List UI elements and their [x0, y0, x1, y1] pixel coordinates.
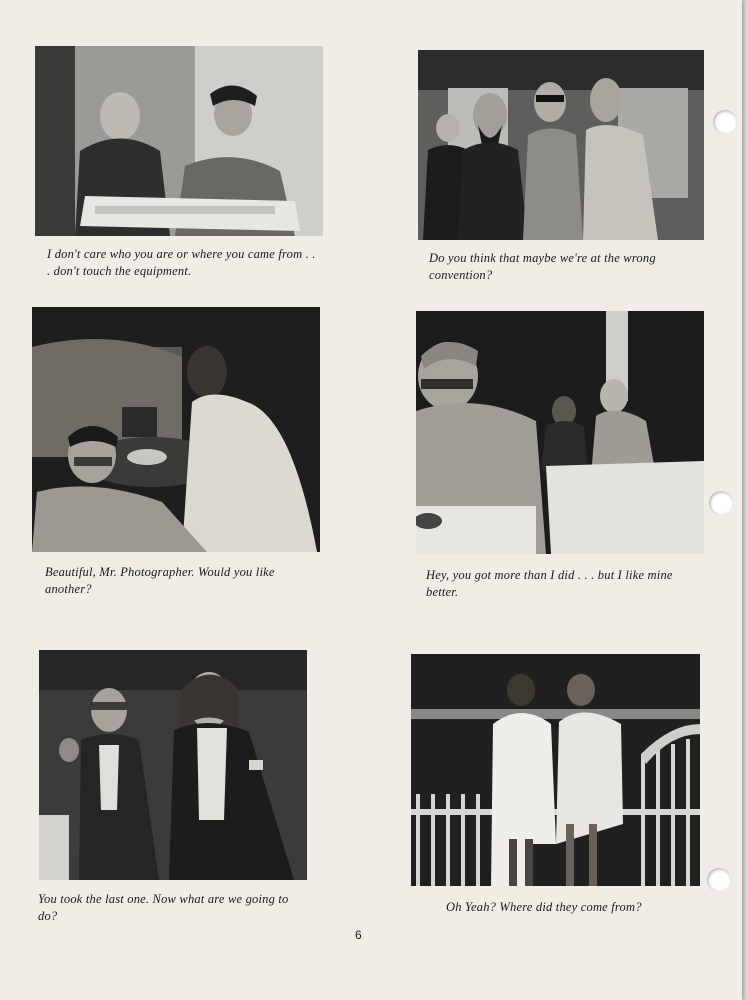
photo-man-thinking-at-table [416, 311, 704, 554]
binder-hole-top [713, 110, 737, 134]
binder-hole-bottom [707, 868, 731, 892]
photo-four-men-standing [418, 50, 704, 240]
caption-3: Beautiful, Mr. Photographer. Would you like another? [45, 565, 275, 596]
caption-5: You took the last one. Now what are we going to do? [38, 892, 289, 923]
photo-man-glasses-woman-seated [32, 307, 320, 552]
photo-men-at-equipment-table [35, 46, 323, 236]
caption-2: Do you think that maybe we're at the wrong convention? [429, 251, 656, 282]
photo-two-men-standing [39, 650, 307, 880]
binder-hole-middle [709, 491, 733, 515]
caption-6: Oh Yeah? Where did they come from? [446, 900, 642, 914]
photo-two-women-on-balcony [411, 654, 700, 886]
caption-4: Hey, you got more than I did . . . but I like mine better. [426, 568, 673, 599]
caption-1: I don't care who you are or where you came from . . . don't touch the equipment. [47, 247, 316, 278]
page-number: 6 [355, 928, 362, 942]
